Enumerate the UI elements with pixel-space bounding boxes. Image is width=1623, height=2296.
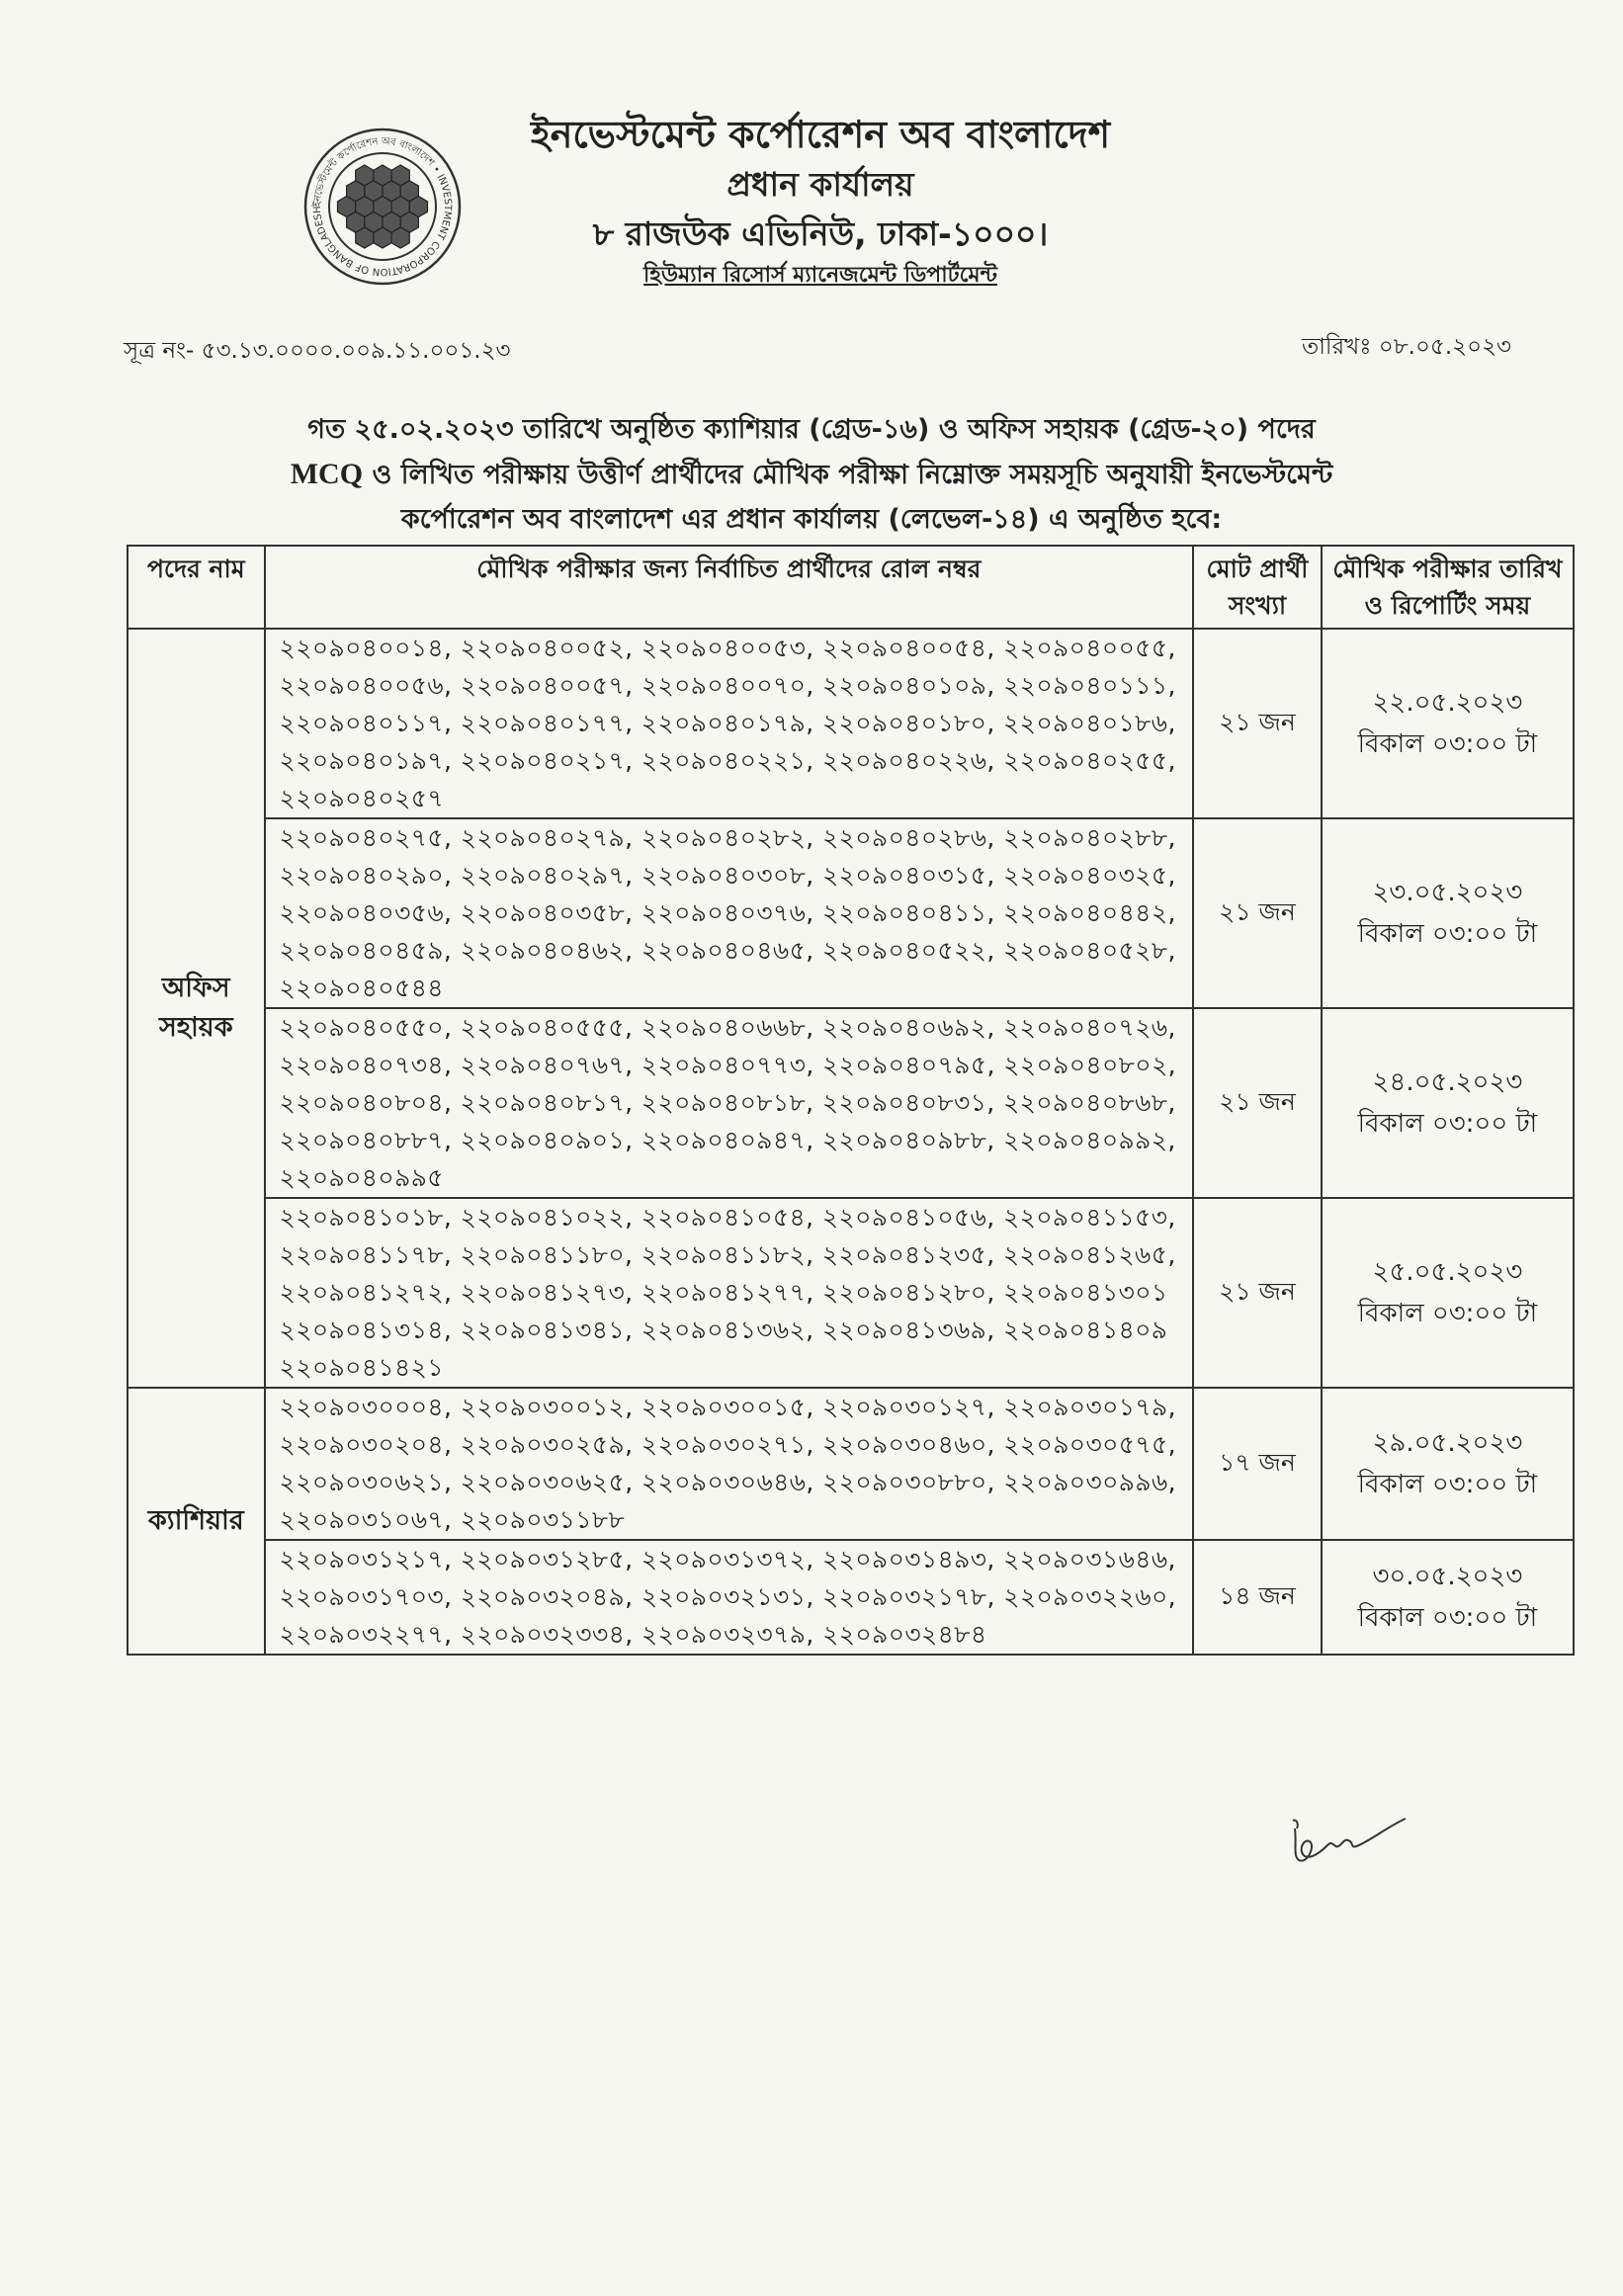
table-row bbox=[128, 1008, 1574, 1198]
roll-number-line: ২২০৯০৪০১৯৭, ২২০৯০৪০২১৭, ২২০৯০৪০২২১, ২২০৯০৪০২২৬, ২২০৯০৪০২৫৫, bbox=[279, 746, 1176, 775]
interview-date: ৩০.০৫.২০২৩ bbox=[1372, 1562, 1523, 1591]
roll-number-line: ২২০৯০৩০৬২১, ২২০৯০৩০৬২৫, ২২০৯০৩০৬৪৬, ২২০৯০৩০৮৮০, ২২০৯০৩০৯৯৬, bbox=[279, 1468, 1177, 1496]
reporting-time: বিকাল ০৩:০০ টা bbox=[1357, 729, 1538, 759]
org-name: ইনভেস্টমেন্ট কর্পোরেশন অব বাংলাদেশ bbox=[530, 113, 1111, 156]
notice-line-3: কর্পোরেশন অব বাংলাদেশ এর প্রধান কার্যালয় (লেভেল-১৪) এ অনুষ্ঠিত হবে: bbox=[400, 504, 1223, 535]
reference-number: সূত্র নং- ৫৩.১৩.০০০০.০০৯.১১.০০১.২৩ bbox=[124, 338, 511, 364]
schedule-cell bbox=[1322, 1388, 1574, 1540]
organization-block bbox=[514, 109, 1127, 293]
post-name-cell: অফিস সহায়ক bbox=[128, 629, 265, 1388]
svg-text:ইনভেস্টমেন্ট কর্পোরেশন অব বাংল: ইনভেস্টমেন্ট কর্পোরেশন অব বাংলাদেশ • INVESTMENT CORPORATION OF BANGLADESH bbox=[311, 135, 454, 278]
letterhead bbox=[0, 109, 1623, 306]
roll-numbers-cell bbox=[265, 818, 1194, 1008]
table-row bbox=[128, 629, 1574, 818]
roll-number-line: ২২০৯০৩১২১৭, ২২০৯০৩১২৮৫, ২২০৯০৩১৩৭২, ২২০৯০৩১৪৯৩, ২২০৯০৩১৬৪৬, bbox=[279, 1545, 1176, 1573]
roll-number-line: ২২০৯০৪০৯৯৫ bbox=[279, 1163, 444, 1192]
roll-number-line: ২২০৯০৪০৮০৪, ২২০৯০৪০৮১৭, ২২০৯০৪০৮১৮, ২২০৯০৪০৮৩১, ২২০৯০৪০৮৬৮, bbox=[279, 1088, 1176, 1117]
roll-numbers-cell bbox=[265, 1198, 1194, 1388]
roll-number-line: ২২০৯০৩১০৬৭, ২২০৯০৩১১৮৮ bbox=[279, 1505, 626, 1534]
interview-date: ২৪.০৫.২০২৩ bbox=[1372, 1067, 1523, 1097]
roll-number-line: ২২০৯০৪১২৭২, ২২০৯০৪১২৭৩, ২২০৯০৪১২৭৭, ২২০৯০৪১২৮০, ২২০৯০৪১৩০১ bbox=[279, 1278, 1168, 1307]
post-name-cell: ক্যাশিয়ার bbox=[128, 1388, 265, 1655]
roll-number-line: ২২০৯০৪১১৭৮, ২২০৯০৪১১৮০, ২২০৯০৪১১৮২, ২২০৯০৪১২৩৫, ২২০৯০৪১২৬৫, bbox=[279, 1240, 1176, 1269]
roll-number-line: ২২০৯০৪০০১৪, ২২০৯০৪০০৫২, ২২০৯০৪০০৫৩, ২২০৯০৪০০৫৪, ২২০৯০৪০০৫৫, bbox=[279, 634, 1176, 662]
roll-numbers-cell bbox=[265, 1008, 1194, 1198]
roll-number-line: ২২০৯০৪১৩১৪, ২২০৯০৪১৩৪১, ২২০৯০৪১৩৬২, ২২০৯০৪১৩৬৯, ২২০৯০৪১৪০৯ bbox=[279, 1316, 1168, 1344]
notice-line-1: গত ২৫.০২.২০২৩ তারিখে অনুষ্ঠিত ক্যাশিয়ার (গ্রেড-১৬) ও অফিস সহায়ক (গ্রেড-২০) পদের bbox=[307, 414, 1316, 445]
roll-number-line: ২২০৯০৪০৭৩৪, ২২০৯০৪০৭৬৭, ২২০৯০৪০৭৭৩, ২২০৯০৪০৭৯৫, ২২০৯০৪০৮০২, bbox=[279, 1051, 1176, 1079]
notice-line-2-text: ও লিখিত পরীক্ষায় উত্তীর্ণ প্রার্থীদের মৌখিক পরীক্ষা নিম্নোক্ত সময়সূচি অনুযায়ী ইনভেস্টমেন্ট bbox=[363, 460, 1333, 490]
interview-schedule-table bbox=[127, 545, 1575, 1656]
issue-date: তারিখঃ ০৮.০৫.২০২৩ bbox=[1301, 334, 1511, 360]
roll-number-line: ২২০৯০৩০০০৪, ২২০৯০৩০০১২, ২২০৯০৩০০১৫, ২২০৯০৩০১২৭, ২২০৯০৩০১৭৯, bbox=[279, 1393, 1177, 1421]
notice-mcq: MCQ bbox=[290, 458, 364, 490]
candidate-count-cell: ২১ জন bbox=[1193, 1198, 1322, 1388]
roll-numbers-cell bbox=[265, 1388, 1194, 1540]
interview-date: ২৫.০৫.২০২৩ bbox=[1372, 1257, 1523, 1287]
table-row bbox=[128, 1388, 1574, 1540]
reporting-time: বিকাল ০৩:০০ টা bbox=[1357, 1470, 1538, 1499]
signature bbox=[1285, 1799, 1413, 1878]
department-name: হিউম্যান রিসোর্স ম্যানেজমেন্ট ডিপার্টমেন্ট bbox=[643, 263, 997, 288]
roll-number-line: ২২০৯০৪১৪২১ bbox=[279, 1353, 444, 1382]
roll-number-line: ২২০৯০৩০২০৪, ২২০৯০৩০২৫৯, ২২০৯০৩০২৭১, ২২০৯০৩০৪৬০, ২২০৯০৩০৫৭৫, bbox=[279, 1430, 1177, 1459]
header-rolls: মৌখিক পরীক্ষার জন্য নির্বাচিত প্রার্থীদের রোল নম্বর bbox=[265, 546, 1194, 629]
roll-number-line: ২২০৯০৪০২৭৫, ২২০৯০৪০২৭৯, ২২০৯০৪০২৮২, ২২০৯০৪০২৮৬, ২২০৯০৪০২৮৮, bbox=[279, 823, 1176, 852]
notice-text bbox=[178, 407, 1445, 542]
interview-date: ২৯.০৫.২০২৩ bbox=[1372, 1428, 1523, 1458]
interview-date: ২২.০৫.২০২৩ bbox=[1372, 688, 1523, 718]
roll-number-line: ২২০৯০৩২২৭৭, ২২০৯০৩২৩৩৪, ২২০৯০৩২৩৭৯, ২২০৯০৩২৪৮৪ bbox=[279, 1620, 987, 1649]
schedule-cell bbox=[1322, 629, 1574, 818]
table-row bbox=[128, 818, 1574, 1008]
roll-number-line: ২২০৯০৩১৭০৩, ২২০৯০৩২০৪৯, ২২০৯০৩২১৩১, ২২০৯০৩২১৭৮, ২২০৯০৩২২৬০, bbox=[279, 1582, 1177, 1611]
roll-numbers-cell bbox=[265, 1540, 1194, 1655]
honeycomb-cell bbox=[391, 227, 409, 248]
roll-number-line: ২২০৯০৪০১১৭, ২২০৯০৪০১৭৭, ২২০৯০৪০১৭৯, ২২০৯০৪০১৮০, ২২০৯০৪০১৮৬, bbox=[279, 709, 1176, 737]
roll-number-line: ২২০৯০৪০২৯০, ২২০৯০৪০২৯৭, ২২০৯০৪০৩০৮, ২২০৯০৪০৩১৫, ২২০৯০৪০৩২৫, bbox=[279, 861, 1176, 890]
table-header-row bbox=[128, 546, 1574, 629]
notice-line-2 bbox=[178, 452, 1445, 497]
icb-logo-icon bbox=[302, 127, 463, 287]
roll-number-line: ২২০৯০৪০০৫৬, ২২০৯০৪০০৫৭, ২২০৯০৪০০৭০, ২২০৯০৪০১০৯, ২২০৯০৪০১১১, bbox=[279, 671, 1176, 700]
reporting-time: বিকাল ০৩:০০ টা bbox=[1357, 1109, 1538, 1139]
roll-number-line: ২২০৯০৪০৩৫৬, ২২০৯০৪০৩৫৮, ২২০৯০৪০৩৭৬, ২২০৯০৪০৪১১, ২২০৯০৪০৪৪২, bbox=[279, 898, 1176, 927]
roll-number-line: ২২০৯০৪১০১৮, ২২০৯০৪১০২২, ২২০৯০৪১০৫৪, ২২০৯০৪১০৫৬, ২২০৯০৪১১৫৩, bbox=[279, 1203, 1176, 1232]
roll-number-line: ২২০৯০৪০৮৮৭, ২২০৯০৪০৯০১, ২২০৯০৪০৯৪৭, ২২০৯০৪০৯৮৮, ২২০৯০৪০৯৯২, bbox=[279, 1126, 1176, 1154]
table-row bbox=[128, 1198, 1574, 1388]
interview-date: ২৩.০৫.২০২৩ bbox=[1372, 878, 1523, 907]
reporting-time: বিকাল ০৩:০০ টা bbox=[1357, 919, 1538, 949]
candidate-count-cell: ২১ জন bbox=[1193, 1008, 1322, 1198]
schedule-cell bbox=[1322, 1008, 1574, 1198]
table-row bbox=[128, 1540, 1574, 1655]
header-count: মোট প্রার্থী সংখ্যা bbox=[1193, 546, 1322, 629]
candidate-count-cell: ১৪ জন bbox=[1193, 1540, 1322, 1655]
candidate-count-cell: ২১ জন bbox=[1193, 818, 1322, 1008]
reporting-time: বিকাল ০৩:০০ টা bbox=[1357, 1603, 1538, 1633]
candidate-count-cell: ১৭ জন bbox=[1193, 1388, 1322, 1540]
roll-number-line: ২২০৯০৪০৫৫০, ২২০৯০৪০৫৫৫, ২২০৯০৪০৬৬৮, ২২০৯০৪০৬৯২, ২২০৯০৪০৭২৬, bbox=[279, 1013, 1176, 1042]
roll-number-line: ২২০৯০৪০২৫৭ bbox=[279, 784, 444, 812]
reporting-time: বিকাল ০৩:০০ টা bbox=[1357, 1299, 1538, 1328]
header-post: পদের নাম bbox=[128, 546, 265, 629]
header-schedule: মৌখিক পরীক্ষার তারিখ ও রিপোর্টিং সময় bbox=[1322, 546, 1574, 629]
schedule-cell bbox=[1322, 1198, 1574, 1388]
office-name: প্রধান কার্যালয় bbox=[726, 165, 914, 204]
roll-number-line: ২২০৯০৪০৪৫৯, ২২০৯০৪০৪৬২, ২২০৯০৪০৪৬৫, ২২০৯০৪০৫২২, ২২০৯০৪০৫২৮, bbox=[279, 936, 1176, 965]
table-body bbox=[128, 629, 1574, 1655]
schedule-cell bbox=[1322, 1540, 1574, 1655]
candidate-count-cell: ২১ জন bbox=[1193, 629, 1322, 818]
roll-number-line: ২২০৯০৪০৫৪৪ bbox=[279, 974, 444, 1002]
honeycomb-cell bbox=[356, 227, 374, 248]
honeycomb-cell bbox=[374, 227, 391, 248]
office-address: ৮ রাজউক এভিনিউ, ঢাকা-১০০০। bbox=[592, 214, 1049, 253]
roll-numbers-cell bbox=[265, 629, 1194, 818]
schedule-cell bbox=[1322, 818, 1574, 1008]
